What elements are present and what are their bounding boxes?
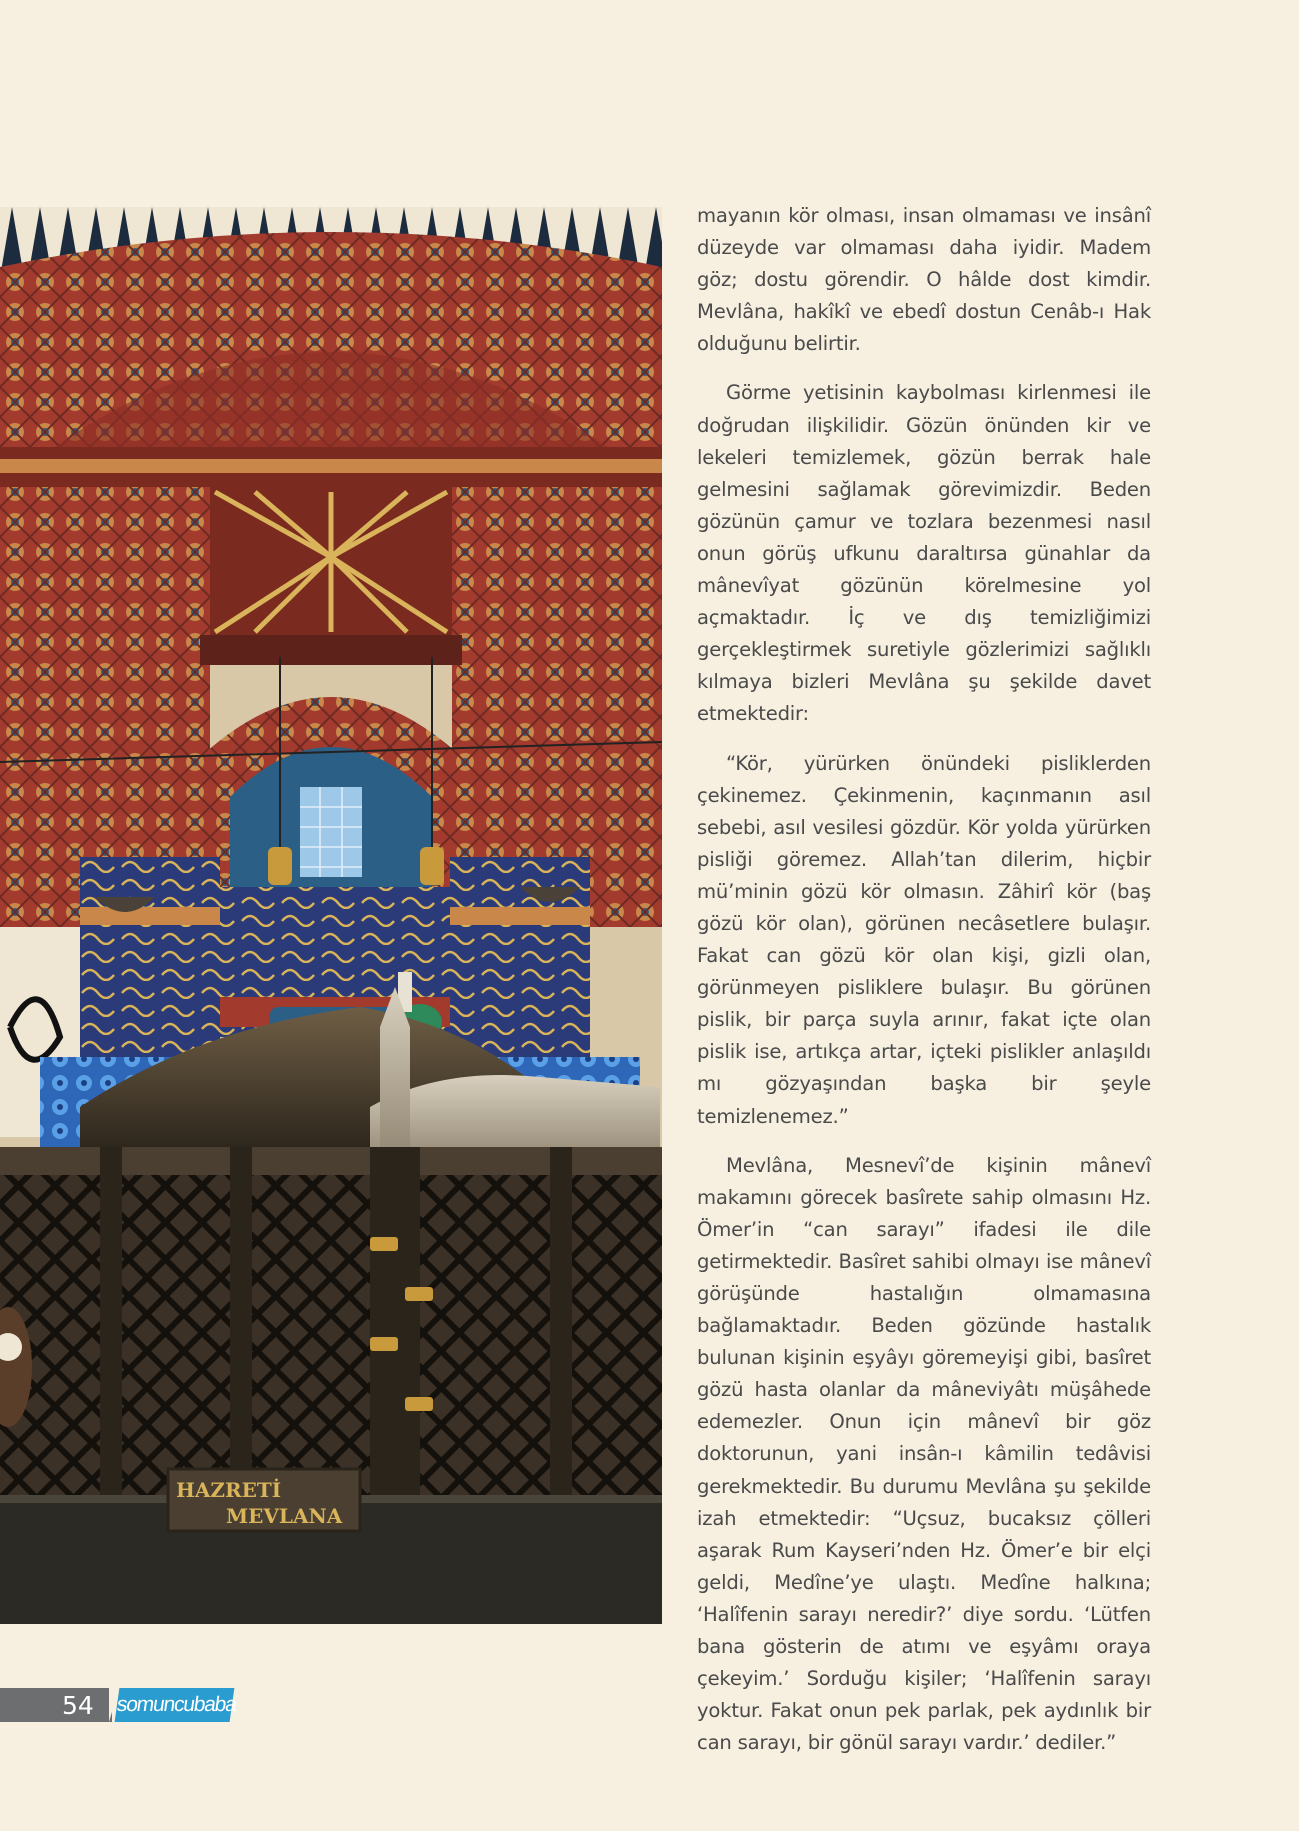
paragraph-4: Mevlâna, Mesnevî’de kişinin mânevî makamını görecek basîrete sahip olmasını Hz. Ömer’in “can sarayı” ifadesi ile dile getirmektedir. Basîret sahibi olmayı ise mânevî görüşünde hastalığın olmamasına bağlamaktadır. Beden gözünde hastalık bulunan kişinin eşyâyı göremeyişi gibi, basîret gözü hasta olanlar da mâneviyâtı müşâhede edemezler. Onun için mânevî bir göz doktorunun, yani insân-ı kâmilin tedâvisi gerekmektedir. Bu durumu Mevlâna şu şekilde izah etmektedir: “Uçsuz, bucaksız çölleri aşarak Rum Kayseri’nden Hz. Ömer’e bir elçi geldi, Medîne’ye ulaştı. Medîne halkına; ‘Halîfenin sarayı neredir?’ diye sordu. ‘Lütfen bana gösterin de atımı ve eşyâmı oraya çekeyim.’ Sorduğu kişiler; ‘Halîfenin sarayı yoktur. Fakat onun pek parlak, pek aydınlık bir can sarayı, bir gönül sarayı vardır.’ dediler.” bbox=[697, 1153, 1151, 1755]
article-body bbox=[697, 200, 1151, 1776]
article-photo bbox=[0, 207, 662, 1624]
tomb-interior-image bbox=[0, 207, 662, 1624]
page-number: 54 bbox=[62, 1691, 94, 1720]
paragraph-1: mayanın kör olması, insan olmaması ve insânî düzeyde var olmaması daha iyidir. Madem göz; dostu görendir. O hâlde dost kimdir. Mevlâna, hakîkî ve ebedî dostun Cenâb-ı Hak olduğunu belirtir. bbox=[697, 204, 1151, 356]
brand-divider bbox=[109, 1688, 119, 1722]
plaque-line-1: HAZRETİ bbox=[176, 1478, 282, 1502]
quote-paragraph: “Kör, yürürken önündeki pisliklerden çekinemez. Çekinmenin, kaçınmanın asıl sebebi, asıl vesilesi gözdür. Kör yolda yürürken pisliği göremez. Allah’tan dilerim, hiçbir mü’minin gözü kör olmasın. Zâhirî kör (baş gözü kör olan), görünen necâsetlere bulaşır. Fakat can gözü kör olan kişi, gizli olan, görünmeyen pisliklere bulaşır. Bu görünen pislik, bir parça suyla arınır, fakat içte olan pislik ise, artıkça artar, içteki pislikler anlaşıldı mı gözyaşından başka bir şeyle temizlenemez.” bbox=[697, 751, 1151, 1128]
paragraph-2: Görme yetisinin kaybolması kirlenmesi ile doğrudan ilişkilidir. Gözün önünden kir ve lekeleri temizlemek, gözün berrak hale gelmesini sağlamak görevimizdir. Beden gözünün çamur ve tozlara bezenmesi nasıl onun görüş ufkunu daraltırsa günahlar da mânevîyat gözünün körelmesine yol açmaktadır. İç ve dış temizliğimizi gerçekleştirmek suretiyle gözlerimizi sağlıklı kılmaya bizleri Mevlâna şu şekilde davet etmektedir: bbox=[697, 381, 1151, 726]
page-number-bar bbox=[0, 1688, 112, 1722]
plaque-line-2: MEVLANA bbox=[226, 1504, 343, 1528]
magazine-brand: somuncubaba bbox=[115, 1688, 235, 1722]
